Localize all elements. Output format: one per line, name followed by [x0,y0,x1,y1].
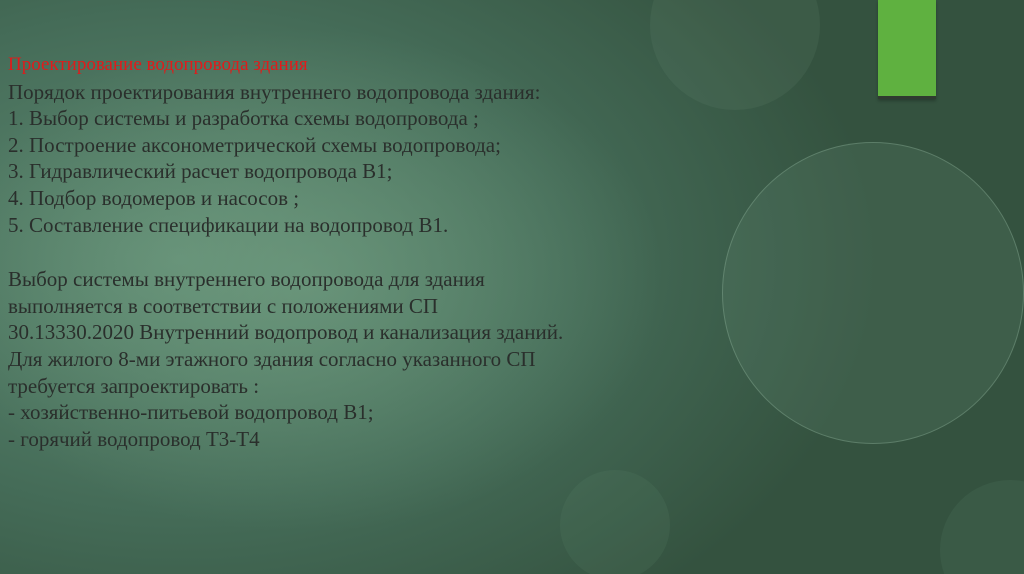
requirement-item: - хозяйственно-питьевой водопровод В1; [8,400,374,425]
decorative-circle [722,142,1024,444]
decorative-circle [940,480,1024,574]
slide-body [8,52,748,452]
paragraph-line: требуется запроектировать : [8,373,260,398]
step-item: 4. Подбор водомеров и насосов ; [8,185,300,210]
paragraph-line: 30.13330.2020 Внутренний водопровод и канализация зданий. [8,320,564,345]
paragraph-spacer [8,238,748,266]
step-item: 2. Построение аксонометрической схемы водопровода; [8,132,501,157]
intro-text: Порядок проектирования внутреннего водопровода здания: [8,79,541,104]
slide-title: Проектирование водопровода здания [8,54,308,75]
paragraph-line: Выбор системы внутреннего водопровода для здания [8,267,485,292]
step-item: 3. Гидравлический расчет водопровода В1; [8,159,393,184]
paragraph-line: выполняется в соответствии с положениями СП [8,293,439,318]
accent-bar [878,0,936,99]
requirement-item: - горячий водопровод Т3-Т4 [8,426,260,451]
paragraph-line: Для жилого 8-ми этажного здания согласно указанного СП [8,346,536,371]
step-item: 1. Выбор системы и разработка схемы водопровода ; [8,106,479,131]
step-item: 5. Составление спецификации на водопровод В1. [8,212,449,237]
decorative-circle [560,470,670,574]
